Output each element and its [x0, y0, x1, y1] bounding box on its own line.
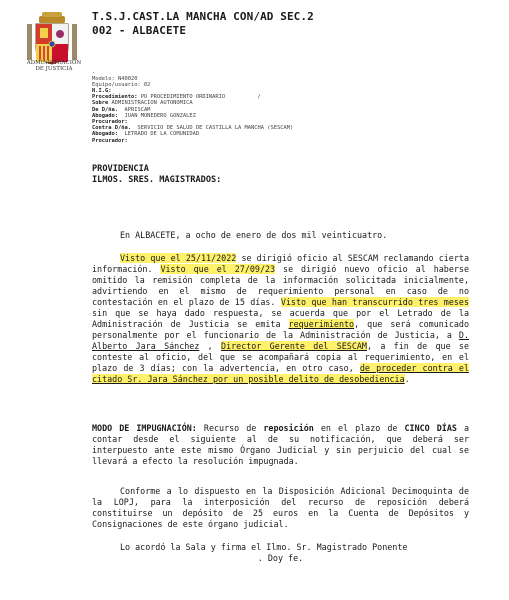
- field-abogado-demandado: Abogado: LETRADO DE LA COMUNIDAD: [92, 131, 200, 138]
- document-meta: [92, 70, 150, 89]
- impugnacion-label: MODO DE IMPUGNACIÓN:: [92, 423, 197, 433]
- paragraph-impugnacion: MODO DE IMPUGNACIÓN: Recurso de reposición en el plazo de CINCO DÍAS a contar desde el siguiente al de su notificación, que deberá ser interpuesto ante este mismo Órgano Judicial y sin perjuicio del cual se llevará a efecto la resolución impugnada.: [92, 423, 470, 466]
- highlight-desobediencia: de proceder contra el citado Sr. Jara Sánchez por un posible delito de desobediencia: [92, 363, 469, 384]
- team-user: Equipo/usuario: 02: [92, 82, 151, 89]
- paragraph-deposito: Conforme a lo dispuesto en la Disposición Adicional Decimoquinta de la LOPJ, para la interposición del recurso de reposición deberá constituirse un depósito de 25 euros en la Cuenta de Depósitos y Consignaciones de este órgano judicial.: [92, 486, 469, 529]
- closing-line: Lo acordó la Sala y firma el Ilmo. Sr. Magistrado Ponente: [120, 542, 408, 552]
- magistrates-label: ILMOS. SRES. MAGISTRADOS:: [92, 175, 222, 185]
- highlight-requerimiento: requerimiento: [288, 319, 355, 329]
- field-demandante: De D/ña. APRISCAM: [92, 106, 151, 113]
- field-procurador-demandado: Procurador:: [92, 137, 128, 144]
- court-name: T.S.J.CAST.LA MANCHA CON/AD SEC.2: [92, 10, 314, 23]
- doy-fe: . Doy fe.: [257, 553, 304, 563]
- case-fields: [92, 88, 293, 144]
- field-abogado-demandante: Abogado: JUAN MONEDERO GONZALEZ: [92, 112, 196, 119]
- date-line: En ALBACETE, a ocho de enero de dos mil veinticuatro.: [120, 230, 388, 240]
- field-sobre: Sobre ADMINISTRACION AUTONOMICA: [92, 100, 193, 107]
- model-code: Modelo: N40020: [92, 76, 138, 83]
- person-name: D. Alberto Jara Sánchez: [92, 330, 469, 351]
- field-procedimiento: Procedimiento: PO PROCEDIMIENTO ORDINARIO /: [92, 94, 261, 101]
- field-demandado: Contra D/ña. SERVICIO DE SALUD DE CASTILLA LA MANCHA (SESCAM): [92, 125, 294, 132]
- resolution-heading: [92, 164, 221, 186]
- meta-marker: -: [92, 70, 96, 76]
- highlight-date-2: Visto que el 27/09/23: [160, 264, 276, 274]
- seal-caption: ADMINISTRACIÓN DE JUSTICIA: [26, 60, 82, 72]
- paragraph-main: Visto que el 25/11/2022 se dirigió oficio al SESCAM reclamando cierta información. Visto que el 27/09/23 se dirigió nuevo oficio al haberse omitido la remisión completa de la información solicitada inicialmente, advirtiendo en el mismo de requerimiento personal en caso de no contestación en el plazo de 15 días. Visto que han transcurrido tres meses sin que se haya dado respuesta, se acuerda que por el Letrado de la Administración de Justicia se emita requerimiento, que será comunicado personalmente por el funcionario de la Administración de Justicia, a D. Alberto Jara Sánchez , Director Gerente del SESCAM, a fin de que se conteste al oficio, del que se acompañará copia al requerimiento, en el plazo de 3 días; con la advertencia, en otro caso, de proceder contra el citado Sr. Jara Sánchez por un posible delito de desobediencia.: [92, 253, 470, 384]
- court-location: 002 - ALBACETE: [92, 24, 187, 37]
- highlight-director: Director Gerente del SESCAM: [221, 341, 367, 351]
- coat-of-arms-icon: [24, 10, 80, 66]
- highlight-date-1: Visto que el 25/11/2022: [120, 253, 237, 263]
- court-header: [92, 10, 314, 38]
- field-nig: N.I.G:: [92, 88, 112, 94]
- field-procurador-demandante: Procurador:: [92, 119, 128, 126]
- resolution-type: PROVIDENCIA: [92, 164, 149, 174]
- paragraph-closing: [92, 542, 469, 564]
- highlight-three-months: Visto que han transcurrido tres meses: [280, 297, 470, 307]
